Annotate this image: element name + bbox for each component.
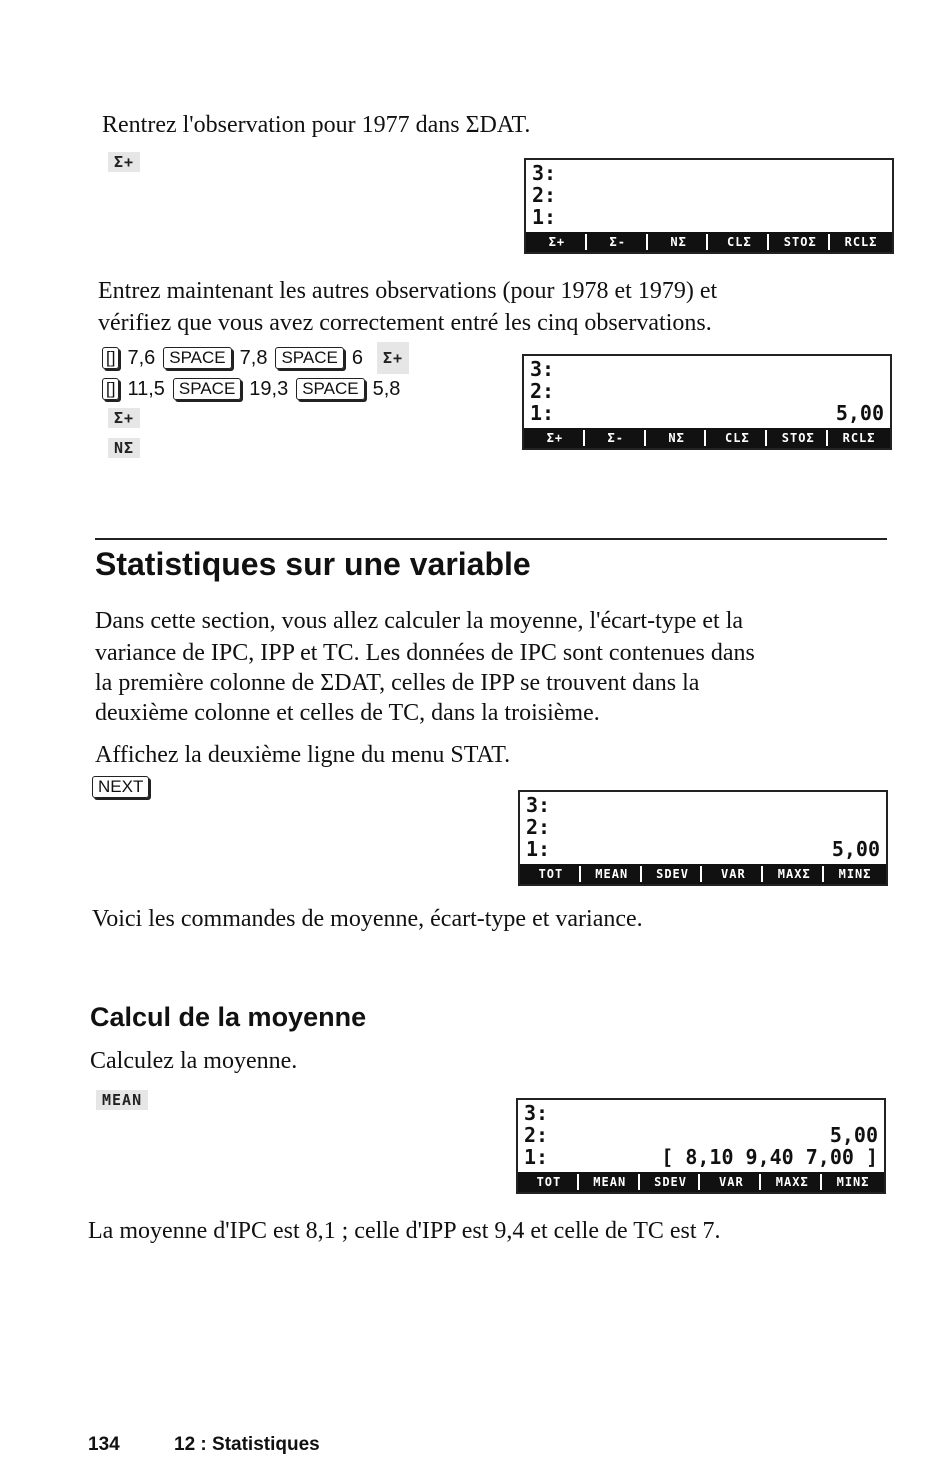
space-key[interactable]: SPACE [173, 378, 241, 400]
stack-level-3: 3: [530, 357, 555, 381]
section-rule [95, 538, 887, 540]
section-paragraph-line-2: variance de IPC, IPP et TC. Les données de IPC sont contenues dans [95, 640, 755, 666]
menu-key[interactable]: TOT [521, 1174, 579, 1190]
paragraph-compute-mean: Calculez la moyenne. [90, 1048, 298, 1074]
subsection-title: Calcul de la moyenne [90, 1002, 367, 1032]
keystroke-line-4 [108, 438, 140, 458]
menu-bar [526, 232, 892, 252]
menu-key[interactable]: MEAN [584, 866, 642, 882]
paragraph-enter-1977: Rentrez l'observation pour 1977 dans ΣDAT. [102, 112, 531, 138]
stack-level-2: 2: 5,00 [524, 1123, 878, 1147]
stack-level-1: 1: [532, 205, 557, 229]
calculator-screen-1 [524, 158, 894, 254]
menu-key[interactable]: STOΣ [772, 234, 830, 250]
menu-bar [524, 428, 890, 448]
calculator-screen-2 [522, 354, 892, 450]
paragraph-mean-result: La moyenne d'IPC est 8,1 ; celle d'IPP est 9,4 et celle de TC est 7. [88, 1218, 721, 1244]
stack-level-1: 1: 5,00 [530, 401, 884, 425]
menu-key[interactable]: VAR [703, 1174, 761, 1190]
menu-key[interactable]: STOΣ [770, 430, 828, 446]
section-paragraph-line-4: deuxième colonne et celles de TC, dans la troisième. [95, 700, 600, 726]
stack-level-1: 1: [ 8,10 9,40 7,00 ] [524, 1145, 878, 1169]
menu-key[interactable]: VAR [705, 866, 763, 882]
menu-key[interactable]: MAXΣ [764, 1174, 822, 1190]
keystroke-line-2: [] 11,5 SPACE 19,3 SPACE 5,8 [98, 374, 404, 404]
softkey-sigma-plus[interactable]: Σ+ [108, 152, 140, 172]
menu-bar [520, 864, 886, 884]
menu-key[interactable]: RCLΣ [831, 430, 887, 446]
keystroke-line-3 [108, 408, 140, 428]
stack-level-2: 2: [526, 815, 551, 839]
stack-level-3: 3: [526, 793, 551, 817]
menu-key[interactable]: MINΣ [825, 1174, 881, 1190]
step-sigma-plus [108, 152, 140, 172]
softkey-sigma-plus[interactable]: Σ+ [377, 342, 409, 374]
menu-key[interactable]: MEAN [582, 1174, 640, 1190]
menu-key[interactable]: Σ- [588, 430, 646, 446]
menu-key[interactable]: TOT [523, 866, 581, 882]
softkey-mean[interactable]: MEAN [96, 1090, 148, 1110]
softkey-n-sigma[interactable]: NΣ [108, 438, 140, 458]
menu-key[interactable]: NΣ [649, 430, 707, 446]
stack-level-1: 1: 5,00 [526, 837, 880, 861]
menu-key[interactable]: CLΣ [711, 234, 769, 250]
section-title: Statistiques sur une variable [95, 546, 531, 582]
menu-key[interactable]: Σ- [590, 234, 648, 250]
menu-key[interactable]: CLΣ [709, 430, 767, 446]
paragraph-enter-others-2: vérifiez que vous avez correctement entré les cinq observations. [98, 310, 712, 336]
menu-key[interactable]: RCLΣ [833, 234, 889, 250]
softkey-sigma-plus[interactable]: Σ+ [108, 408, 140, 428]
stack-level-3: 3: [524, 1101, 549, 1125]
menu-key[interactable]: Σ+ [529, 234, 587, 250]
bracket-key[interactable]: [] [102, 378, 119, 400]
menu-key[interactable]: MINΣ [827, 866, 883, 882]
menu-key[interactable]: SDEV [643, 1174, 701, 1190]
stack-level-2: 2: [532, 183, 557, 207]
paragraph-commands: Voici les commandes de moyenne, écart-type et variance. [92, 906, 643, 932]
menu-key[interactable]: Σ+ [527, 430, 585, 446]
calculator-screen-4 [516, 1098, 886, 1194]
calculator-screen-3 [518, 790, 888, 886]
space-key[interactable]: SPACE [163, 347, 231, 369]
section-paragraph-line-1: Dans cette section, vous allez calculer la moyenne, l'écart-type et la [95, 608, 744, 634]
menu-key[interactable]: SDEV [645, 866, 703, 882]
paragraph-show-stat: Affichez la deuxième ligne du menu STAT. [95, 742, 511, 768]
keystroke-mean [96, 1090, 148, 1110]
next-key[interactable]: NEXT [92, 776, 149, 798]
page-number: 134 [88, 1434, 120, 1455]
stack-level-2: 2: [530, 379, 555, 403]
menu-bar [518, 1172, 884, 1192]
menu-key[interactable]: NΣ [651, 234, 709, 250]
keystroke-next [88, 776, 153, 798]
space-key[interactable]: SPACE [296, 378, 364, 400]
bracket-key[interactable]: [] [102, 347, 119, 369]
stack-level-3: 3: [532, 161, 557, 185]
paragraph-enter-others-1: Entrez maintenant les autres observations (pour 1978 et 1979) et [98, 278, 718, 304]
section-paragraph-line-3: la première colonne de ΣDAT, celles de IPP se trouvent dans la [95, 670, 700, 696]
menu-key[interactable]: MAXΣ [766, 866, 824, 882]
space-key[interactable]: SPACE [275, 347, 343, 369]
chapter-label: 12 : Statistiques [174, 1434, 320, 1455]
keystroke-line-1: [] 7,6 SPACE 7,8 SPACE 6 Σ+ [98, 342, 409, 374]
